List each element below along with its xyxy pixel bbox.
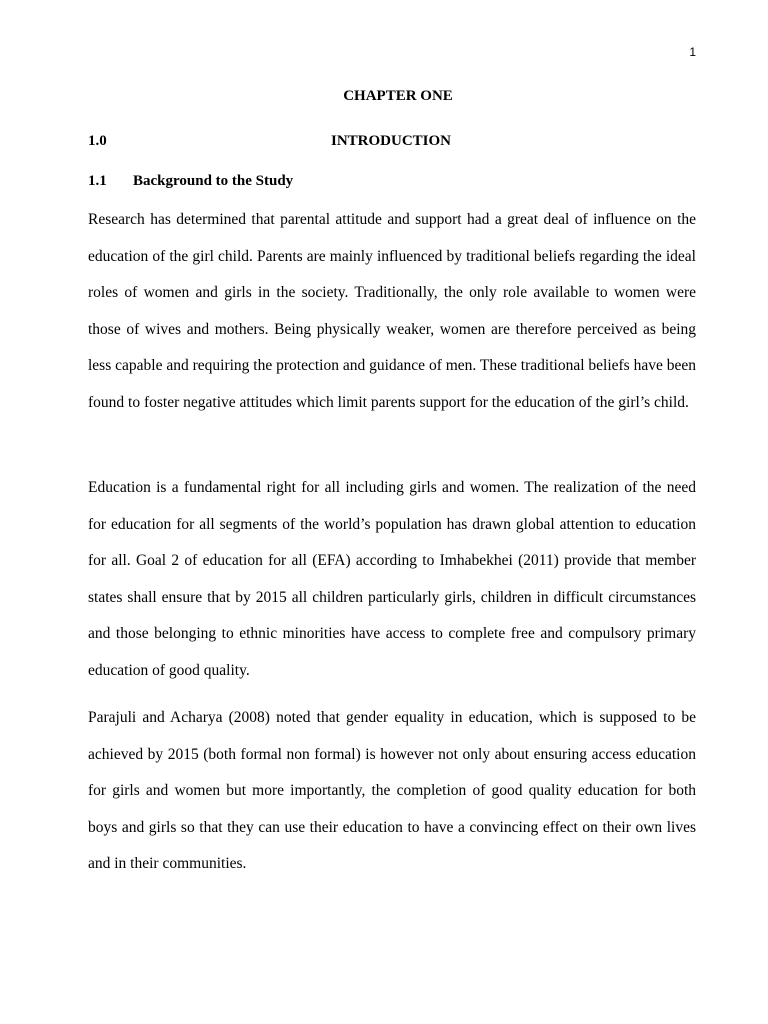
paragraph-text: Parajuli and Acharya (2008) noted that gender equality in education, which is supposed to be achieved by 2015 (both formal non formal) is however not only about ensuring access education for girls and women but more importantly, the completion of good quality education for both boys and girls so that they can use their education to have a convincing effect on their own lives and in their communities.	[88, 709, 696, 872]
section-title: INTRODUCTION	[331, 133, 452, 149]
body-paragraph-3	[88, 700, 696, 883]
chapter-title: CHAPTER ONE	[343, 88, 453, 104]
subsection-title: Background to the Study	[133, 173, 294, 189]
subsection-number: 1.1	[88, 173, 107, 189]
subsection-heading	[88, 173, 696, 190]
page-number: 1	[689, 45, 696, 59]
section-number: 1.0	[88, 133, 107, 149]
body-paragraph-2	[88, 470, 696, 689]
body-paragraph-1	[88, 202, 696, 421]
paragraph-text: Education is a fundamental right for all including girls and women. The realization of the need for education for all segments of the world’s population has drawn global attention to education for all. Goal 2 of education for all (EFA) according to Imhabekhei (2011) provide that member states shall ensure that by 2015 all children particularly girls, children in difficult circumstances and those belonging to ethnic minorities have access to complete free and compulsory primary education of good quality.	[88, 479, 696, 679]
section-heading	[88, 133, 696, 153]
paragraph-text: Research has determined that parental attitude and support had a great deal of influence on the education of the girl child. Parents are mainly influenced by traditional beliefs regarding the ideal roles of women and girls in the society. Traditionally, the only role available to women were those of wives and mothers. Being physically weaker, women are therefore perceived as being less capable and requiring the protection and guidance of men. These traditional beliefs have been found to foster negative attitudes which limit parents support for the education of the girl’s child.	[88, 211, 696, 411]
